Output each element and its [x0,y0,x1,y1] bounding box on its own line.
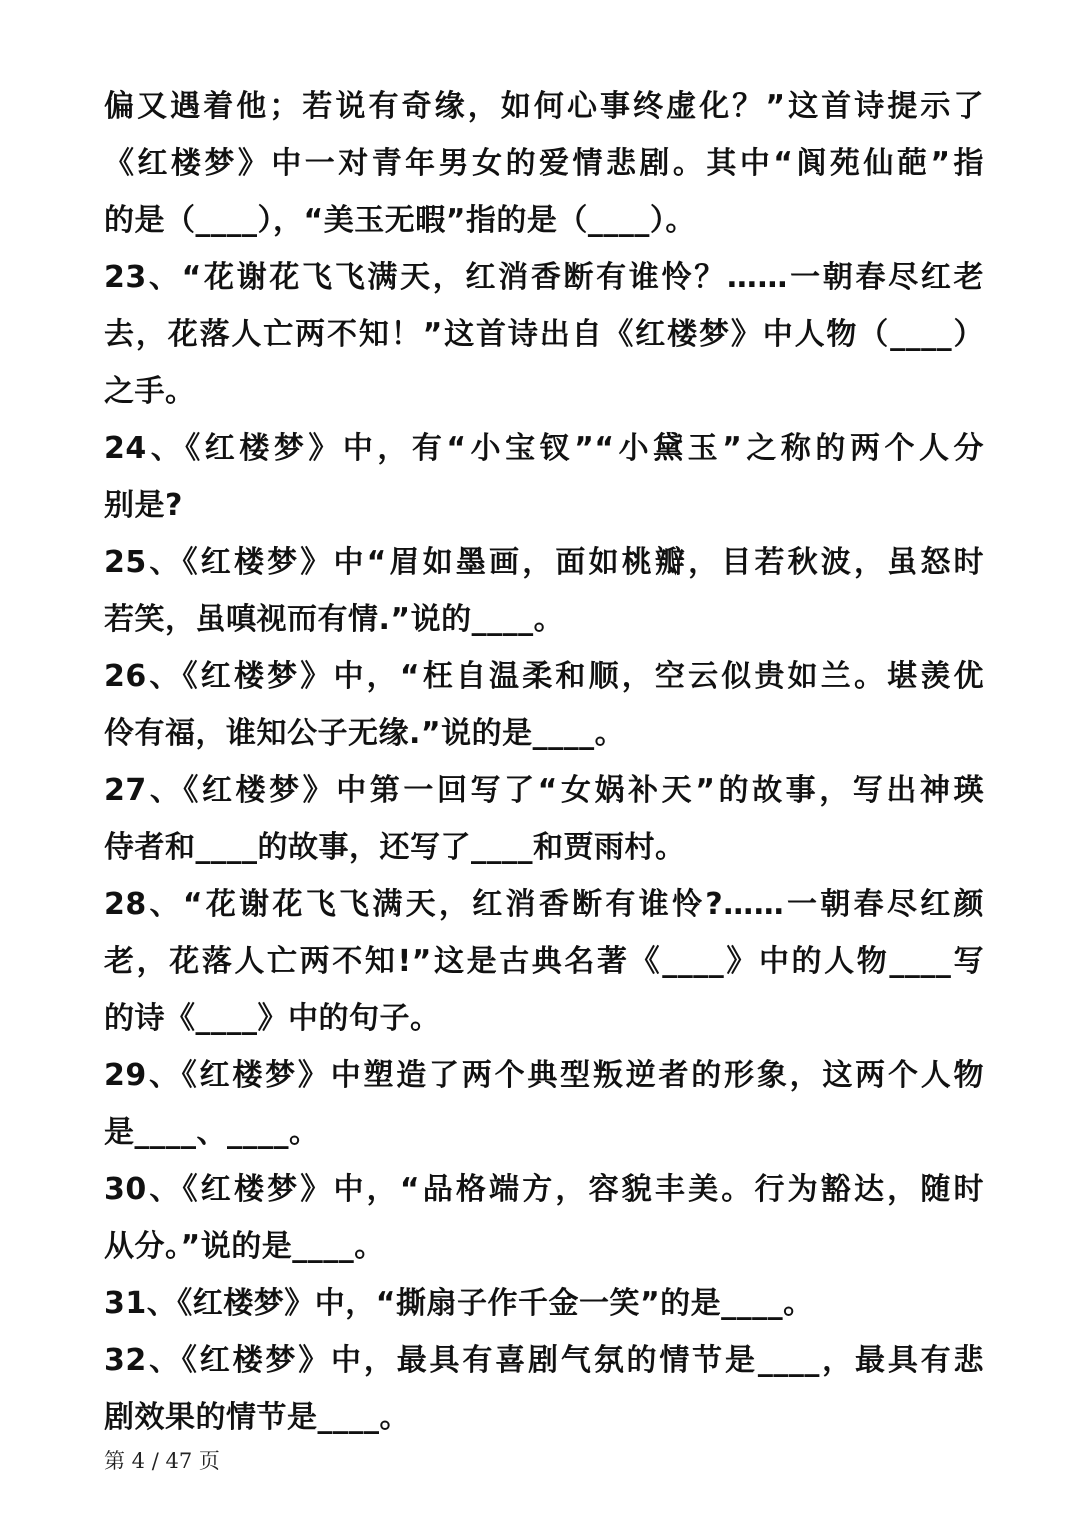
page-number: 第 4 / 47 页 [104,1449,220,1473]
document-body [104,78,984,1446]
text-line: 伶有福，谁知公子无缘.”说的是____。 [104,716,626,751]
text-line: 别是? [104,488,183,523]
text-line: 侍者和____的故事，还写了____和贾雨村。 [104,830,686,865]
question-32: 32、《红楼梦》中，最具有喜剧气氛的情节是____，最具有悲 [104,1343,984,1378]
question-25: 25、《红楼梦》中“眉如墨画，面如桃瓣，目若秋波，虽怒时 [104,545,984,580]
text-line: 的是（____），“美玉无暇”指的是（____）。 [104,203,696,238]
question-27: 27、《红楼梦》中第一回写了“女娲补天”的故事，写出神瑛 [104,773,984,808]
question-30: 30、《红楼梦》中，“品格端方，容貌丰美。行为豁达，随时 [104,1172,984,1207]
question-31: 31、《红楼梦》中，“撕扇子作千金一笑”的是____。 [104,1286,814,1321]
question-26: 26、《红楼梦》中，“枉自温柔和顺，空云似贵如兰。堪羡优 [104,659,984,694]
question-23: 23、“花谢花飞飞满天，红消香断有谁怜？……一朝春尽红老 [104,260,984,295]
question-28: 28、“花谢花飞飞满天，红消香断有谁怜?……一朝春尽红颜 [104,887,984,922]
text-line: 是____、____。 [104,1115,320,1150]
text-line: 老，花落人亡两不知!”这是古典名著《____》中的人物____写 [104,944,984,979]
text-line: 从分。”说的是____。 [104,1229,385,1264]
text-line: 之手。 [104,374,196,409]
text-line: 剧效果的情节是____。 [104,1400,410,1435]
text-line: 去，花落人亡两不知！”这首诗出自《红楼梦》中人物（____） [104,317,984,352]
text-line: 的诗《____》中的句子。 [104,1001,441,1036]
text-line: 若笑，虽嗔视而有情.”说的____。 [104,602,565,637]
text-line: 《红楼梦》中一对青年男女的爱情悲剧。其中“阆苑仙葩”指 [104,146,984,181]
question-24: 24、《红楼梦》中，有“小宝钗”“小黛玉”之称的两个人分 [104,431,984,466]
text-line: 偏又遇着他；若说有奇缘，如何心事终虚化？”这首诗提示了 [104,89,984,124]
question-29: 29、《红楼梦》中塑造了两个典型叛逆者的形象，这两个人物 [104,1058,984,1093]
